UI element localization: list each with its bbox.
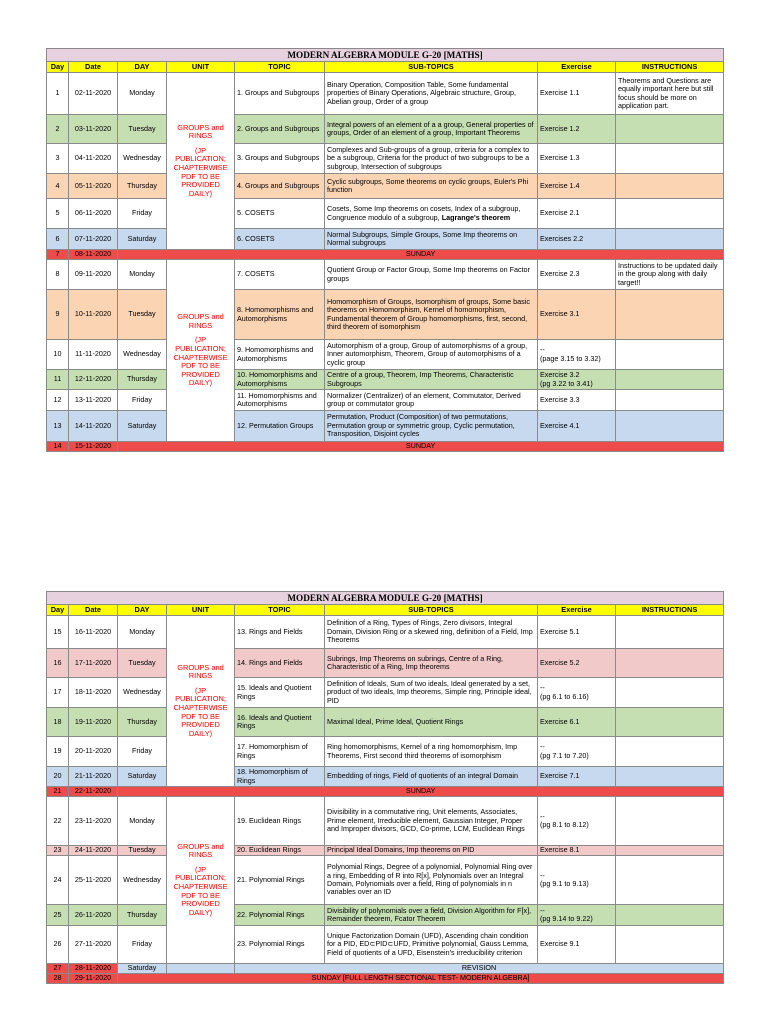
exercise-cell: Exercises 2.2 bbox=[538, 229, 616, 250]
exercise-cell: Exercise 1.4 bbox=[538, 174, 616, 199]
schedule-table-1 bbox=[46, 48, 724, 452]
exercise-cell: Exercise 9.1 bbox=[538, 926, 616, 964]
subtopics-cell: Integral powers of an element of a a group, General properties of groups, Order of an element of a group, Important Theorems bbox=[325, 115, 538, 144]
date-cell: 27-11-2020 bbox=[69, 926, 118, 964]
sunday-row bbox=[47, 787, 724, 797]
table-row bbox=[47, 905, 724, 926]
subtopics-cell bbox=[325, 199, 538, 229]
table-row bbox=[47, 260, 724, 290]
subtopics-cell: Embedding of rings, Field of quotients of an integral Domain bbox=[325, 767, 538, 787]
subtopics-cell: Homomorphism of Groups, Isomorphism of groups, Some basic theorems on Homomorphism, Kernel of homomorphism, Fundamental theorem of Group homomorphisms, first, second, third theorem of isomorphism bbox=[325, 290, 538, 340]
date-cell: 06-11-2020 bbox=[69, 199, 118, 229]
table-row bbox=[47, 856, 724, 905]
exercise-cell: Exercise 5.2 bbox=[538, 649, 616, 678]
weekday-cell: Thursday bbox=[118, 708, 167, 737]
weekday-cell: Saturday bbox=[118, 964, 167, 974]
day-number: 11 bbox=[47, 370, 69, 390]
exercise-pages: (pg 9.14 to 9.22) bbox=[540, 914, 593, 923]
instructions-cell bbox=[616, 708, 724, 737]
date-cell: 04-11-2020 bbox=[69, 144, 118, 174]
instructions-cell bbox=[616, 905, 724, 926]
topic-cell: 12. Permutation Groups bbox=[235, 411, 325, 442]
exercise-cell bbox=[538, 370, 616, 390]
instructions-cell bbox=[616, 229, 724, 250]
day-number: 20 bbox=[47, 767, 69, 787]
exercise-cell: Exercise 2.3 bbox=[538, 260, 616, 290]
weekday-cell: Tuesday bbox=[118, 846, 167, 856]
table-row bbox=[47, 846, 724, 856]
sheet-title: MODERN ALGEBRA MODULE G-20 [MATHS] bbox=[47, 49, 724, 62]
exercise-text: -- bbox=[540, 742, 545, 752]
day-number: 14 bbox=[47, 442, 69, 452]
topic-cell: 21. Polynomial Rings bbox=[235, 856, 325, 905]
date-cell: 17-11-2020 bbox=[69, 649, 118, 678]
table-row bbox=[47, 174, 724, 199]
day-number: 5 bbox=[47, 199, 69, 229]
unit-note: (JP PUBLICATION; CHAPTERWISE PDF TO BE PROVIDED DAILY) bbox=[173, 145, 228, 198]
weekday-cell: Monday bbox=[118, 260, 167, 290]
topic-cell: 13. Rings and Fields bbox=[235, 616, 325, 649]
day-number: 9 bbox=[47, 290, 69, 340]
instructions-cell bbox=[616, 737, 724, 767]
exercise-cell: Exercise 4.1 bbox=[538, 411, 616, 442]
topic-cell: 11. Homomorphisms and Automorphisms bbox=[235, 390, 325, 411]
day-number: 23 bbox=[47, 846, 69, 856]
topic-cell: 8. Homomorphisms and Automorphisms bbox=[235, 290, 325, 340]
unit-cell bbox=[167, 616, 235, 787]
date-cell: 03-11-2020 bbox=[69, 115, 118, 144]
subtopics-cell: Principal Ideal Domains, Imp theorems on PID bbox=[325, 846, 538, 856]
table-row bbox=[47, 411, 724, 442]
weekday-cell: Thursday bbox=[118, 905, 167, 926]
exercise-cell bbox=[538, 678, 616, 708]
header-instructions: INSTRUCTIONS bbox=[616, 605, 724, 616]
exercise-cell: Exercise 1.2 bbox=[538, 115, 616, 144]
exercise-text: -- bbox=[540, 683, 545, 693]
subtopics-bold-text: Lagrange's theorem bbox=[441, 212, 511, 222]
day-number: 2 bbox=[47, 115, 69, 144]
day-number: 7 bbox=[47, 250, 69, 260]
day-number: 27 bbox=[47, 964, 69, 974]
exercise-text: -- bbox=[540, 345, 545, 355]
subtopics-cell: Centre of a group, Theorem, Imp Theorems, Characteristic Subgroups bbox=[325, 370, 538, 390]
table-row bbox=[47, 616, 724, 649]
test-label: SUNDAY [FULL LENGTH SECTIONAL TEST- MODERN ALGEBRA] bbox=[118, 974, 724, 984]
table-row bbox=[47, 926, 724, 964]
date-cell: 21-11-2020 bbox=[69, 767, 118, 787]
topic-cell: 9. Homomorphisms and Automorphisms bbox=[235, 340, 325, 370]
weekday-cell: Saturday bbox=[118, 411, 167, 442]
sunday-row bbox=[47, 974, 724, 984]
unit-note: (JP PUBLICATION; CHAPTERWISE PDF TO BE PROVIDED DAILY) bbox=[173, 685, 228, 738]
sunday-label: SUNDAY bbox=[118, 787, 724, 797]
exercise-pages: (pg 9.1 to 9.13) bbox=[540, 879, 589, 888]
exercise-text: Exercise 3.2 bbox=[540, 370, 580, 380]
header-exercise: Exercise bbox=[538, 605, 616, 616]
weekday-cell: Tuesday bbox=[118, 115, 167, 144]
revision-row bbox=[47, 964, 724, 974]
table-row bbox=[47, 797, 724, 846]
instructions-cell bbox=[616, 649, 724, 678]
day-number: 28 bbox=[47, 974, 69, 984]
header-topic: TOPIC bbox=[235, 605, 325, 616]
subtopics-cell: Divisibility in a commutative ring, Unit elements, Associates, Prime element, Irreducible element, Gaussian Integer, Proper and Improper divisors, GCD, Co-prime, LCM, Euclidean Rings bbox=[325, 797, 538, 846]
day-number: 13 bbox=[47, 411, 69, 442]
weekday-cell: Thursday bbox=[118, 174, 167, 199]
revision-label: REVISION bbox=[235, 964, 724, 974]
table-row bbox=[47, 678, 724, 708]
day-number: 3 bbox=[47, 144, 69, 174]
subtopics-cell: Normal Subgroups, Simple Groups, Some Imp theorems on Normal subgroups bbox=[325, 229, 538, 250]
weekday-cell: Saturday bbox=[118, 767, 167, 787]
instructions-cell bbox=[616, 174, 724, 199]
weekday-cell: Monday bbox=[118, 73, 167, 115]
table-row bbox=[47, 708, 724, 737]
schedule-sheet-1 bbox=[46, 48, 723, 452]
date-cell: 26-11-2020 bbox=[69, 905, 118, 926]
date-cell: 02-11-2020 bbox=[69, 73, 118, 115]
subtopics-text: Cosets, Some Imp theorems on cosets, Index of a subgroup, Congruence modulo of a subgroup, bbox=[327, 204, 521, 222]
date-cell: 15-11-2020 bbox=[69, 442, 118, 452]
exercise-pages: (pg 8.1 to 8.12) bbox=[540, 820, 589, 829]
weekday-cell: Wednesday bbox=[118, 856, 167, 905]
subtopics-cell: Binary Operation, Composition Table, Some fundamental properties of Binary Operations, Algebraic structure, Group, Abelian group, Order of a group bbox=[325, 73, 538, 115]
sunday-row bbox=[47, 250, 724, 260]
subtopics-cell: Quotient Group or Factor Group, Some Imp theorems on Factor groups bbox=[325, 260, 538, 290]
instructions-cell bbox=[616, 678, 724, 708]
day-number: 21 bbox=[47, 787, 69, 797]
weekday-cell: Monday bbox=[118, 616, 167, 649]
header-row bbox=[47, 605, 724, 616]
topic-cell: 1. Groups and Subgroups bbox=[235, 73, 325, 115]
unit-name: GROUPS and RINGS bbox=[177, 662, 224, 681]
exercise-pages: (pg 3.22 to 3.41) bbox=[540, 378, 593, 388]
subtopics-cell: Permutation, Product (Composition) of two permutations, Permutation group or symmetric group, Cyclic permutation, Transposition, Disjoint cycles bbox=[325, 411, 538, 442]
subtopics-cell: Divisibility of polynomials over a field, Division Algorithm for F[x], Remainder theorem, Fcator Theorem bbox=[325, 905, 538, 926]
instructions-cell bbox=[616, 411, 724, 442]
unit-name: GROUPS and RINGS bbox=[177, 312, 224, 330]
subtopics-cell: Ring homomorphisms, Kernel of a ring homomorphism, Imp Theorems, First second third theorems of isomorphism bbox=[325, 737, 538, 767]
weekday-cell: Wednesday bbox=[118, 678, 167, 708]
day-number: 18 bbox=[47, 708, 69, 737]
date-cell: 07-11-2020 bbox=[69, 229, 118, 250]
weekday-cell: Monday bbox=[118, 797, 167, 846]
table-row bbox=[47, 144, 724, 174]
exercise-cell bbox=[538, 737, 616, 767]
exercise-cell bbox=[538, 856, 616, 905]
weekday-cell: Friday bbox=[118, 926, 167, 964]
instructions-cell: Theorems and Questions are equally important here but still focus should be more on application part. bbox=[616, 73, 724, 115]
unit-cell bbox=[167, 797, 235, 964]
exercise-cell: Exercise 7.1 bbox=[538, 767, 616, 787]
date-cell: 16-11-2020 bbox=[69, 616, 118, 649]
topic-cell: 23. Polynomial Rings bbox=[235, 926, 325, 964]
exercise-cell: Exercise 1.1 bbox=[538, 73, 616, 115]
table-row bbox=[47, 767, 724, 787]
header-weekday: DAY bbox=[118, 605, 167, 616]
exercise-cell: Exercise 2.1 bbox=[538, 199, 616, 229]
subtopics-cell: Definition of Ideals, Sum of two ideals, Ideal generated by a set, product of two ideals, Imp theorems, Simple ring, Principle ideal, PID bbox=[325, 678, 538, 708]
schedule-table-2 bbox=[46, 591, 724, 984]
weekday-cell: Wednesday bbox=[118, 144, 167, 174]
topic-cell: 7. COSETS bbox=[235, 260, 325, 290]
day-number: 24 bbox=[47, 856, 69, 905]
topic-cell: 5. COSETS bbox=[235, 199, 325, 229]
unit-cell bbox=[167, 73, 235, 250]
subtopics-cell: Normalizer (Centralizer) of an element, Commutator, Derived group or commutator group bbox=[325, 390, 538, 411]
date-cell: 08-11-2020 bbox=[69, 250, 118, 260]
topic-cell: 16. Ideals and Quotient Rings bbox=[235, 708, 325, 737]
table-row bbox=[47, 229, 724, 250]
day-number: 25 bbox=[47, 905, 69, 926]
header-unit: UNIT bbox=[167, 605, 235, 616]
header-topic: TOPIC bbox=[235, 62, 325, 73]
exercise-text: -- bbox=[540, 905, 545, 915]
header-date: Date bbox=[69, 62, 118, 73]
sunday-label: SUNDAY bbox=[118, 442, 724, 452]
instructions-cell bbox=[616, 616, 724, 649]
instructions-cell bbox=[616, 144, 724, 174]
instructions-cell bbox=[616, 390, 724, 411]
day-number: 15 bbox=[47, 616, 69, 649]
date-cell: 29-11-2020 bbox=[69, 974, 118, 984]
table-row bbox=[47, 390, 724, 411]
sheet-title: MODERN ALGEBRA MODULE G-20 [MATHS] bbox=[47, 592, 724, 605]
instructions-cell bbox=[616, 797, 724, 846]
table-row bbox=[47, 370, 724, 390]
table-row bbox=[47, 290, 724, 340]
date-cell: 09-11-2020 bbox=[69, 260, 118, 290]
day-number: 19 bbox=[47, 737, 69, 767]
weekday-cell: Wednesday bbox=[118, 340, 167, 370]
schedule-sheet-2 bbox=[46, 591, 723, 984]
table-row bbox=[47, 115, 724, 144]
unit-name: GROUPS and RINGS bbox=[177, 841, 224, 860]
date-cell: 14-11-2020 bbox=[69, 411, 118, 442]
topic-cell: 15. Ideals and Quotient Rings bbox=[235, 678, 325, 708]
instructions-cell bbox=[616, 290, 724, 340]
unit-note: (JP PUBLICATION; CHAPTERWISE PDF TO BE PROVIDED DAILY) bbox=[173, 864, 228, 917]
topic-cell: 10. Homomorphisms and Automorphisms bbox=[235, 370, 325, 390]
exercise-cell: Exercise 3.1 bbox=[538, 290, 616, 340]
subtopics-cell: Maximal Ideal, Prime Ideal, Quotient Rings bbox=[325, 708, 538, 737]
day-number: 12 bbox=[47, 390, 69, 411]
date-cell: 28-11-2020 bbox=[69, 964, 118, 974]
exercise-cell: Exercise 8.1 bbox=[538, 846, 616, 856]
subtopics-cell: Definition of a Ring, Types of Rings, Zero divisors, Integral Domain, Division Ring or a skewed ring, definition of a Field, Imp Theorems bbox=[325, 616, 538, 649]
date-cell: 11-11-2020 bbox=[69, 340, 118, 370]
instructions-cell bbox=[616, 370, 724, 390]
instructions-cell bbox=[616, 846, 724, 856]
date-cell: 20-11-2020 bbox=[69, 737, 118, 767]
date-cell: 24-11-2020 bbox=[69, 846, 118, 856]
day-number: 6 bbox=[47, 229, 69, 250]
header-subtopics: SUB-TOPICS bbox=[325, 62, 538, 73]
day-number: 16 bbox=[47, 649, 69, 678]
header-date: Date bbox=[69, 605, 118, 616]
unit-note: (JP PUBLICATION; CHAPTERWISE PDF TO BE PROVIDED DAILY) bbox=[173, 335, 228, 388]
exercise-text: -- bbox=[540, 811, 545, 821]
topic-cell: 22. Polynomial Rings bbox=[235, 905, 325, 926]
weekday-cell: Saturday bbox=[118, 229, 167, 250]
instructions-cell: Instructions to be updated daily in the group along with daily target!! bbox=[616, 260, 724, 290]
instructions-cell bbox=[616, 767, 724, 787]
header-weekday: DAY bbox=[118, 62, 167, 73]
date-cell: 13-11-2020 bbox=[69, 390, 118, 411]
exercise-pages: (pg 6.1 to 6.16) bbox=[540, 691, 589, 701]
instructions-cell bbox=[616, 115, 724, 144]
subtopics-cell: Cyclic subgroups, Some theorems on cyclic groups, Euler's Phi function bbox=[325, 174, 538, 199]
instructions-cell bbox=[616, 199, 724, 229]
topic-cell: 6. COSETS bbox=[235, 229, 325, 250]
day-number: 8 bbox=[47, 260, 69, 290]
exercise-cell bbox=[538, 340, 616, 370]
date-cell: 25-11-2020 bbox=[69, 856, 118, 905]
topic-cell: 4. Groups and Subgroups bbox=[235, 174, 325, 199]
date-cell: 23-11-2020 bbox=[69, 797, 118, 846]
exercise-cell bbox=[538, 905, 616, 926]
unit-name: GROUPS and RINGS bbox=[177, 122, 224, 141]
exercise-cell: Exercise 3.3 bbox=[538, 390, 616, 411]
weekday-cell: Tuesday bbox=[118, 649, 167, 678]
exercise-cell bbox=[538, 797, 616, 846]
instructions-cell bbox=[616, 340, 724, 370]
topic-cell: 18. Homomorphism of Rings bbox=[235, 767, 325, 787]
exercise-text: -- bbox=[540, 870, 545, 880]
subtopics-cell: Automorphism of a group, Group of automorphisms of a group, Inner automorphism, Theorem, Group of automorphisms of a cyclic group bbox=[325, 340, 538, 370]
header-day-num: Day bbox=[47, 605, 69, 616]
weekday-cell: Friday bbox=[118, 737, 167, 767]
table-row bbox=[47, 340, 724, 370]
topic-cell: 3. Groups and Subgroups bbox=[235, 144, 325, 174]
date-cell: 12-11-2020 bbox=[69, 370, 118, 390]
topic-cell: 20. Euclidean Rings bbox=[235, 846, 325, 856]
unit-cell bbox=[167, 964, 235, 974]
date-cell: 10-11-2020 bbox=[69, 290, 118, 340]
day-number: 22 bbox=[47, 797, 69, 846]
topic-cell: 19. Euclidean Rings bbox=[235, 797, 325, 846]
topic-cell: 17. Homomorphism of Rings bbox=[235, 737, 325, 767]
header-day-num: Day bbox=[47, 62, 69, 73]
sunday-label: SUNDAY bbox=[118, 250, 724, 260]
header-row bbox=[47, 62, 724, 73]
sunday-row bbox=[47, 442, 724, 452]
day-number: 17 bbox=[47, 678, 69, 708]
subtopics-cell: Polynomial Rings, Degree of a polynomial, Polynomial Ring over a ring, Embedding of R into R[x], Polynomials over an Integral Domain, Polynomials over a field, Ring of polynomials in n variables over an ID bbox=[325, 856, 538, 905]
table-row bbox=[47, 199, 724, 229]
date-cell: 18-11-2020 bbox=[69, 678, 118, 708]
topic-cell: 2. Groups and Subgroups bbox=[235, 115, 325, 144]
unit-cell bbox=[167, 260, 235, 442]
instructions-cell bbox=[616, 926, 724, 964]
day-number: 26 bbox=[47, 926, 69, 964]
exercise-cell: Exercise 6.1 bbox=[538, 708, 616, 737]
exercise-pages: (pg 7.1 to 7.20) bbox=[540, 750, 589, 760]
subtopics-cell: Complexes and Sub-groups of a group, criteria for a complex to be a subgroup, Criteria for the product of two subgroups to be a subgroup, Intersection of subgroups bbox=[325, 144, 538, 174]
subtopics-cell: Subrings, Imp Theorems on subrings, Centre of a Ring, Characteristic of a Ring, Imp theorems bbox=[325, 649, 538, 678]
weekday-cell: Tuesday bbox=[118, 290, 167, 340]
header-instructions: INSTRUCTIONS bbox=[616, 62, 724, 73]
header-subtopics: SUB-TOPICS bbox=[325, 605, 538, 616]
instructions-cell bbox=[616, 856, 724, 905]
topic-cell: 14. Rings and Fields bbox=[235, 649, 325, 678]
date-cell: 22-11-2020 bbox=[69, 787, 118, 797]
weekday-cell: Friday bbox=[118, 199, 167, 229]
table-row bbox=[47, 649, 724, 678]
weekday-cell: Thursday bbox=[118, 370, 167, 390]
subtopics-cell: Unique Factorization Domain (UFD), Ascending chain condition for a PID, ED⊂PID⊂UFD, Primitive polynomial, Gauss Lemma, Field of quotients of a UFD, Eisenstein's irreducibility criterion bbox=[325, 926, 538, 964]
table-row bbox=[47, 73, 724, 115]
header-exercise: Exercise bbox=[538, 62, 616, 73]
exercise-cell: Exercise 1.3 bbox=[538, 144, 616, 174]
exercise-cell: Exercise 5.1 bbox=[538, 616, 616, 649]
header-unit: UNIT bbox=[167, 62, 235, 73]
date-cell: 19-11-2020 bbox=[69, 708, 118, 737]
exercise-pages: (page 3.15 to 3.32) bbox=[540, 353, 601, 363]
day-number: 10 bbox=[47, 340, 69, 370]
date-cell: 05-11-2020 bbox=[69, 174, 118, 199]
day-number: 1 bbox=[47, 73, 69, 115]
table-row bbox=[47, 737, 724, 767]
weekday-cell: Friday bbox=[118, 390, 167, 411]
day-number: 4 bbox=[47, 174, 69, 199]
